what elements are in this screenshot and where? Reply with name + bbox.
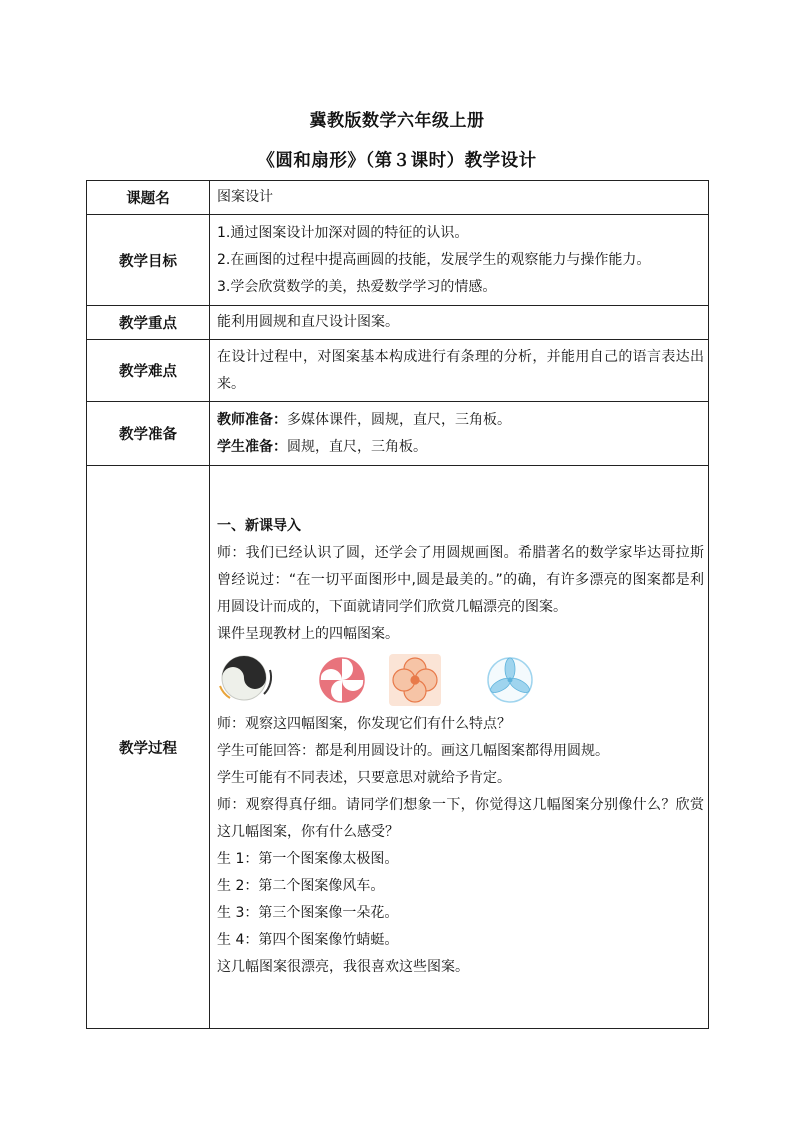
preparation-label: 教学准备: [87, 402, 210, 466]
process-line: 这几幅图案很漂亮，我很喜欢这些图案。: [217, 959, 469, 975]
key-point-value: 能利用圆规和直尺设计图案。: [210, 306, 709, 340]
objectives-content: [210, 215, 709, 306]
difficulty-label: 教学难点: [87, 340, 210, 402]
process-label: 教学过程: [87, 466, 210, 1029]
teacher-preparation-value: 多媒体课件，圆规，直尺，三角板。: [287, 411, 511, 428]
objective-item: 2.在画图的过程中提高画圆的技能，发展学生的观察能力与操作能力。: [217, 251, 651, 268]
lesson-plan-table: [86, 180, 709, 1029]
process-line: 生 1：第一个图案像太极图。: [217, 851, 399, 867]
dragonfly-pattern-image: [485, 655, 535, 705]
objectives-label: 教学目标: [87, 215, 210, 306]
document-title: 冀教版数学六年级上册: [309, 111, 485, 131]
process-line: 学生可能有不同表述，只要意思对就给予肯定。: [217, 770, 511, 786]
difficulty-value: 在设计过程中，对图案基本构成进行有条理的分析，并能用自己的语言表达出来。: [210, 340, 709, 402]
row-objectives: [87, 215, 709, 306]
pinwheel-pattern-image: [317, 655, 367, 705]
courseware-note: 课件呈现教材上的四幅图案。: [217, 626, 399, 642]
key-point-label: 教学重点: [87, 306, 210, 340]
process-line: 师：观察得真仔细。请同学们想象一下，你觉得这几幅图案分别像什么？欣赏这几幅图案，你有什么感受？: [217, 797, 704, 840]
topic-label: 课题名: [87, 181, 210, 215]
process-line: 生 2：第二个图案像风车。: [217, 878, 385, 894]
row-difficulty: [87, 340, 709, 402]
document-subtitle: 《圆和扇形》（第３课时）教学设计: [257, 151, 537, 171]
process-intro: 师：我们已经认识了圆，还学会了用圆规画图。希腊著名的数学家毕达哥拉斯曾经说过：“在一切平面图形中,圆是最美的。”的确，有许多漂亮的图案都是利用圆设计而成的，下面就请同学们欣赏几幅漂亮的图案。: [217, 545, 704, 615]
pattern-figures: [217, 651, 704, 709]
row-topic: [87, 181, 709, 215]
row-process: [87, 466, 709, 1029]
process-line: 生 3：第三个图案像一朵花。: [217, 905, 399, 921]
process-content: [210, 466, 709, 1029]
objective-item: 3.学会欣赏数学的美，热爱数学学习的情感。: [217, 278, 497, 295]
student-preparation: [217, 434, 704, 461]
preparation-content: [210, 402, 709, 466]
teacher-preparation: [217, 407, 704, 434]
taiji-pattern-image: [217, 654, 279, 706]
process-line: 生 4：第四个图案像竹蜻蜓。: [217, 932, 399, 948]
process-line: 师：观察这四幅图案，你发现它们有什么特点？: [217, 716, 511, 732]
row-preparation: [87, 402, 709, 466]
objective-item: 1.通过图案设计加深对圆的特征的认识。: [217, 224, 469, 241]
topic-value: 图案设计: [210, 181, 709, 215]
process-heading: 一、新课导入: [217, 518, 301, 534]
row-key-point: [87, 306, 709, 340]
teacher-preparation-label: 教师准备：: [217, 411, 287, 428]
student-preparation-value: 圆规，直尺，三角板。: [287, 438, 427, 455]
student-preparation-label: 学生准备：: [217, 438, 287, 455]
flower-pattern-image: [387, 652, 443, 708]
process-line: 学生可能回答：都是利用圆设计的。画这几幅图案都得用圆规。: [217, 743, 609, 759]
